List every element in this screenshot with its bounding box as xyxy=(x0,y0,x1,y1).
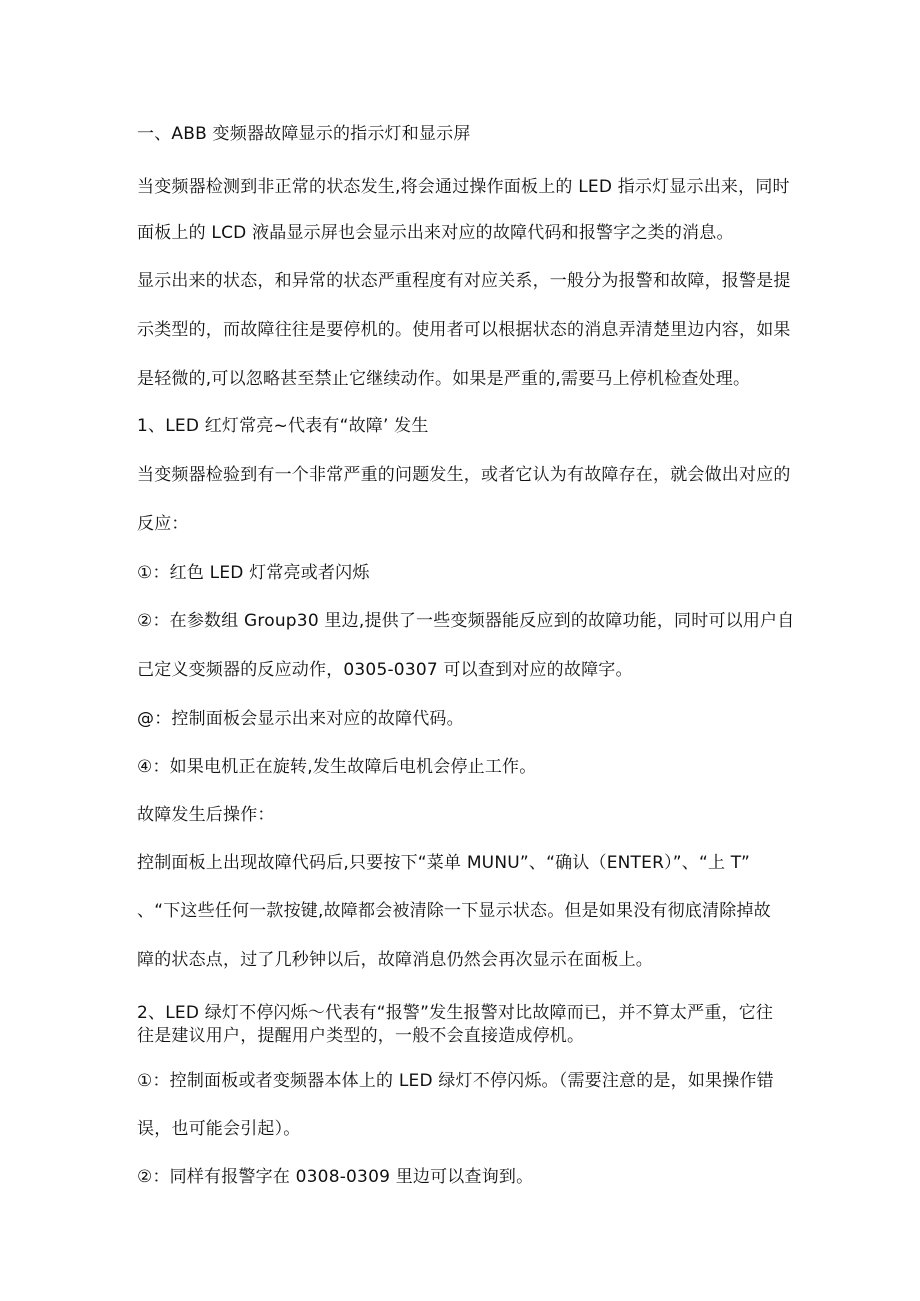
paragraph-line: 面板上的 LCD 液晶显示屏也会显示出来对应的故障代码和报警字之类的消息。 xyxy=(137,223,734,243)
paragraph-line: 控制面板上出现故障代码后,只要按下“菜单 MUNU”、“确认（ENTER）”、“上 T” xyxy=(137,853,751,873)
paragraph-line: 反应： xyxy=(137,514,189,534)
subheading-green-led: 2、LED 绿灯不停闪烁～代表有“报警”发生报警对比故障而已，并不算太严重，它往 xyxy=(137,1003,774,1023)
list-item: ①：控制面板或者变频器本体上的 LED 绿灯不停闪烁。（需要注意的是，如果操作错 xyxy=(137,1071,774,1091)
section-heading: 一、ABB 变频器故障显示的指示灯和显示屏 xyxy=(137,124,471,144)
list-item-continuation: 己定义变频器的反应动作，0305-0307 可以查到对应的故障字。 xyxy=(137,660,633,680)
paragraph-line: 当变频器检验到有一个非常严重的问题发生，或者它认为有故障存在，就会做出对应的 xyxy=(137,465,791,485)
list-item: @：控制面板会显示出来对应的故障代码。 xyxy=(137,709,464,729)
paragraph-line: 、“下这些任何一款按键,故障都会被清除一下显示状态。但是如果没有彻底清除掉故 xyxy=(137,901,771,921)
paragraph-line: 障的状态点，过了几秒钟以后，故障消息仍然会再次显示在面板上。 xyxy=(137,950,653,970)
paragraph-line: 当变频器检测到非正常的状态发生,将会通过操作面板上的 LED 指示灯显示出来，同时 xyxy=(137,177,790,197)
list-item: ④：如果电机正在旋转,发生故障后电机会停止工作。 xyxy=(137,757,537,777)
subheading-red-led: 1、LED 红灯常亮~代表有“故障’ 发生 xyxy=(137,416,429,436)
list-item-continuation: 误，也可能会引起）。 xyxy=(137,1119,301,1139)
paragraph-line: 示类型的，而故障往往是要停机的。使用者可以根据状态的消息弄清楚里边内容，如果 xyxy=(137,320,791,340)
list-item: ②：同样有报警字在 0308-0309 里边可以查询到。 xyxy=(137,1167,534,1187)
list-item: ②：在参数组 Group30 里边,提供了一些变频器能反应到的故障功能，同时可以用户自 xyxy=(137,611,795,631)
list-item: ①：红色 LED 灯常亮或者闪烁 xyxy=(137,563,370,583)
paragraph-line: 显示出来的状态，和异常的状态严重程度有对应关系，一般分为报警和故障，报警是提 xyxy=(137,271,791,291)
paragraph-line: 是轻微的,可以忽略甚至禁止它继续动作。如果是严重的,需要马上停机检查处理。 xyxy=(137,369,751,389)
paragraph-line: 往是建议用户，提醒用户类型的，一般不会直接造成停机。 xyxy=(137,1026,585,1046)
paragraph-line: 故障发生后操作： xyxy=(137,805,275,825)
